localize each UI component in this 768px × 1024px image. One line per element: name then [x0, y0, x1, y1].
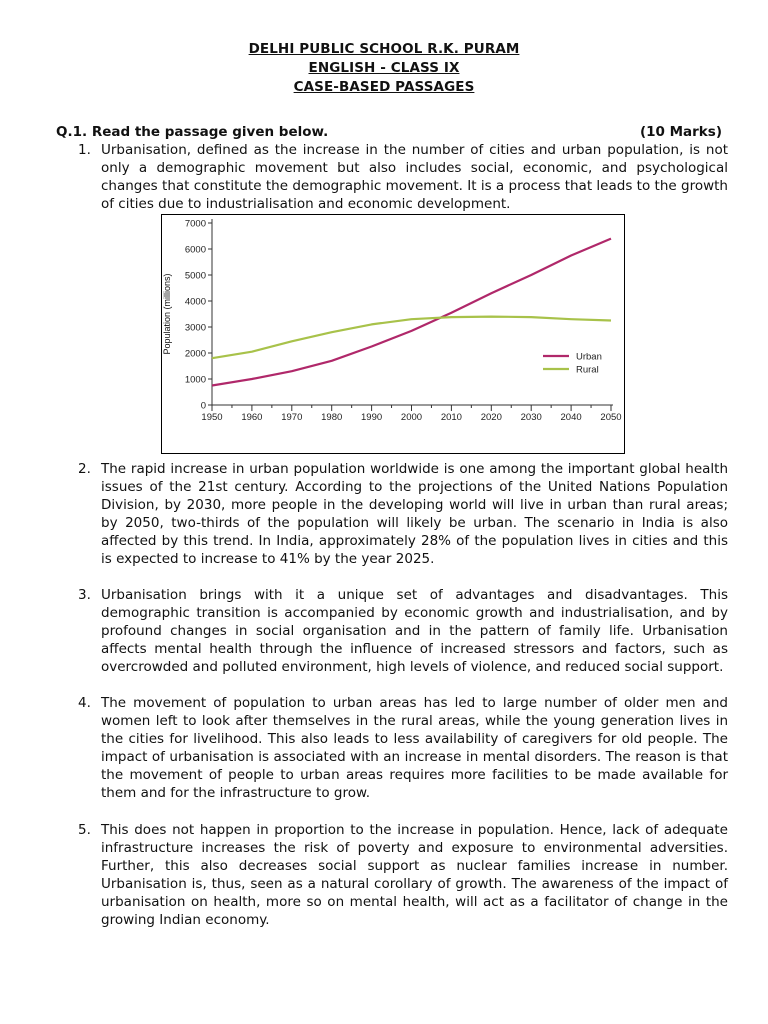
question-label: Q.1. Read the passage given below.	[56, 124, 329, 140]
x-tick-label: 2040	[560, 412, 582, 423]
x-tick-label: 1960	[241, 412, 263, 423]
section-title: CASE-BASED PASSAGES	[293, 79, 475, 95]
subject-line: ENGLISH - CLASS IX	[308, 60, 460, 76]
paragraph-4	[78, 694, 728, 803]
paragraph-text: This does not happen in proportion to the increase in population. Hence, lack of adequate infrastructure increases the risk of poverty and exposure to environmental adversities. Further, this also decreases social support as nuclear families increase in number. Urbanisation is, thus, seen as a natural corollary of growth. The awareness of the impact of urbanisation on health, more so on mental health, will act as a facilitator of change in the growing Indian economy.	[101, 822, 728, 929]
x-tick-label: 1950	[201, 412, 223, 423]
question-marks: (10 Marks)	[639, 124, 722, 140]
y-tick-label: 7000	[184, 218, 206, 230]
question-line	[56, 123, 726, 141]
series-line-rural	[212, 317, 611, 359]
paragraph-3	[78, 586, 728, 676]
legend-label-urban: Urban	[576, 351, 602, 363]
chart-svg	[162, 215, 624, 453]
y-tick-label: 0	[200, 400, 206, 412]
paragraph-2	[78, 460, 728, 569]
y-tick-label: 4000	[184, 296, 206, 308]
x-tick-label: 1990	[361, 412, 383, 423]
paragraph-text: The movement of population to urban areas has led to large number of older men and women left to look after themselves in the rural areas, while the young generation lives in the cities for livelihood. This also leads to less availability of caregivers for old people. The impact of urbanisation is associated with an increase in mental disorders. The reason is that the movement of people to urban areas requires more facilities to be made available for them and for the infrastructure to grow.	[101, 695, 728, 802]
paragraph-number: 4.	[78, 695, 91, 711]
document-header	[0, 40, 768, 97]
y-tick-label: 1000	[184, 374, 206, 386]
school-name: DELHI PUBLIC SCHOOL R.K. PURAM	[248, 41, 520, 57]
y-tick-label: 3000	[184, 322, 206, 334]
y-tick-label: 5000	[184, 270, 206, 282]
urbanisation-chart	[161, 214, 625, 454]
paragraph-number: 1.	[78, 142, 91, 158]
paragraph-1	[78, 141, 728, 213]
paragraph-number: 3.	[78, 587, 91, 603]
x-tick-label: 2050	[600, 412, 622, 423]
paragraph-text: The rapid increase in urban population worldwide is one among the important global health issues of the 21st century. According to the projections of the United Nations Population Division, by 2030, more people in the developing world will live in urban than rural areas; by 2050, two-thirds of the population will likely be urban. The scenario in India is also affected by this trend. In India, approximately 28% of the population lives in cities and this is expected to increase to 41% by the year 2025.	[101, 461, 728, 568]
x-tick-label: 2030	[520, 412, 542, 423]
paragraph-text: Urbanisation brings with it a unique set of advantages and disadvantages. This demographic transition is accompanied by economic growth and industrialisation, and by profound changes in social organisation and in the pattern of family life. Urbanisation affects mental health through the influence of increased stressors and factors, such as overcrowded and polluted environment, high levels of violence, and reduced social support.	[101, 587, 728, 676]
series-line-urban	[212, 239, 611, 386]
paragraph-5	[78, 821, 728, 930]
x-tick-label: 1970	[281, 412, 303, 423]
paragraph-text: Urbanisation, defined as the increase in the number of cities and urban population, is not only a demographic movement but also includes social, economic, and psychological changes that constitute the demographic movement. It is a process that leads to the growth of cities due to industrialisation and economic development.	[101, 142, 728, 213]
x-tick-label: 1980	[321, 412, 343, 423]
x-tick-label: 2000	[400, 412, 423, 423]
legend-label-rural: Rural	[576, 364, 599, 376]
x-tick-label: 2020	[480, 412, 502, 423]
y-tick-label: 6000	[184, 244, 206, 256]
x-tick-label: 2010	[440, 412, 462, 423]
paragraph-number: 5.	[78, 822, 91, 838]
paragraph-number: 2.	[78, 461, 91, 477]
y-tick-label: 2000	[184, 348, 206, 360]
y-axis-title: Population (millions)	[162, 273, 172, 355]
